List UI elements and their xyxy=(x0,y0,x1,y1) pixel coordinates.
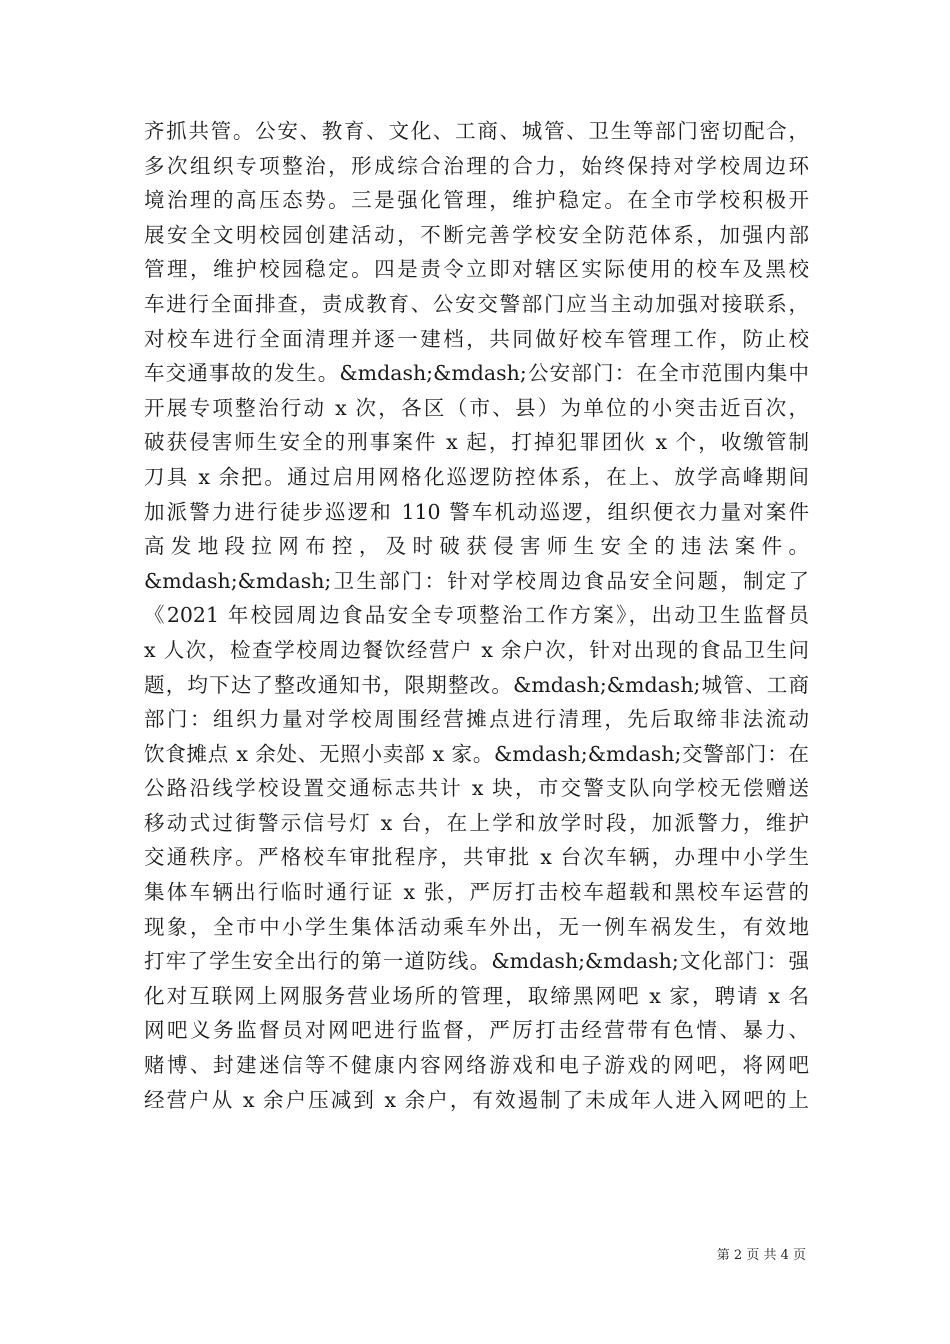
text-line: 打牢了学生安全出行的第一道防线。&mdash;&mdash;文化部门：强 xyxy=(144,949,809,974)
text-line: 网吧义务监督员对网吧进行监督，严厉打击经营带有色情、暴力、 xyxy=(144,1018,809,1043)
text-line: 境治理的高压态势。三是强化管理，维护稳定。在全市学校积极开 xyxy=(144,188,809,213)
text-line: 《2021 年校园周边食品安全专项整治工作方案》，出动卫生监督员 xyxy=(144,603,809,628)
text-line: &mdash;&mdash;卫生部门：针对学校周边食品安全问题，制定了 xyxy=(144,568,809,593)
text-line: 题，均下达了整改通知书，限期整改。&mdash;&mdash;城管、工商 xyxy=(144,672,809,697)
text-line: 加派警力进行徒步巡逻和 110 警车机动巡逻，组织便衣力量对案件 xyxy=(144,499,809,524)
text-line: 公路沿线学校设置交通标志共计 x 块，市交警支队向学校无偿赠送 xyxy=(144,776,809,801)
text-line: 多次组织专项整治，形成综合治理的合力，始终保持对学校周边环 xyxy=(144,153,809,178)
text-line: 移动式过街警示信号灯 x 台，在上学和放学时段，加派警力，维护 xyxy=(144,810,809,835)
text-line: 刀具 x 余把。通过启用网格化巡逻防控体系，在上、放学高峰期间 xyxy=(144,464,809,489)
text-line: 集体车辆出行临时通行证 x 张，严厉打击校车超载和黑校车运营的 xyxy=(144,880,809,905)
text-line: 破获侵害师生安全的刑事案件 x 起，打掉犯罪团伙 x 个，收缴管制 xyxy=(144,430,809,455)
text-line: 赌博、封建迷信等不健康内容网络游戏和电子游戏的网吧，将网吧 xyxy=(144,1053,809,1078)
text-line: 齐抓共管。公安、教育、文化、工商、城管、卫生等部门密切配合， xyxy=(144,119,809,143)
text-line: 车交通事故的发生。&mdash;&mdash;公安部门：在全市范围内集中 xyxy=(144,361,809,386)
text-line: 经营户从 x 余户压减到 x 余户，有效遏制了未成年人进入网吧的上 xyxy=(144,1087,809,1112)
text-line: 高发地段拉网布控，及时破获侵害师生安全的违法案件。 xyxy=(144,534,809,559)
body-text xyxy=(144,114,809,1117)
text-line: 对校车进行全面清理并逐一建档，共同做好校车管理工作，防止校 xyxy=(144,326,809,351)
text-line: x 人次，检查学校周边餐饮经营户 x 余户次，针对出现的食品卫生问 xyxy=(144,637,809,662)
text-line: 现象，全市中小学生集体活动乘车外出，无一例车祸发生，有效地 xyxy=(144,914,809,939)
text-line: 饮食摊点 x 余处、无照小卖部 x 家。&mdash;&mdash;交警部门：在 xyxy=(144,741,809,766)
text-line: 展安全文明校园创建活动，不断完善学校安全防范体系，加强内部 xyxy=(144,222,809,247)
page-number: 第 2 页 共 4 页 xyxy=(716,1248,806,1263)
text-line: 管理，维护校园稳定。四是责令立即对辖区实际使用的校车及黑校 xyxy=(144,257,809,282)
text-line: 化对互联网上网服务营业场所的管理，取缔黑网吧 x 家，聘请 x 名 xyxy=(144,983,809,1008)
text-line: 交通秩序。严格校车审批程序，共审批 x 台次车辆，办理中小学生 xyxy=(144,845,809,870)
text-line: 部门：组织力量对学校周围经营摊点进行清理，先后取缔非法流动 xyxy=(144,707,809,732)
text-line: 车进行全面排查，责成教育、公安交警部门应当主动加强对接联系， xyxy=(144,291,809,316)
text-line: 开展专项整治行动 x 次，各区（市、县）为单位的小突击近百次， xyxy=(144,395,809,420)
